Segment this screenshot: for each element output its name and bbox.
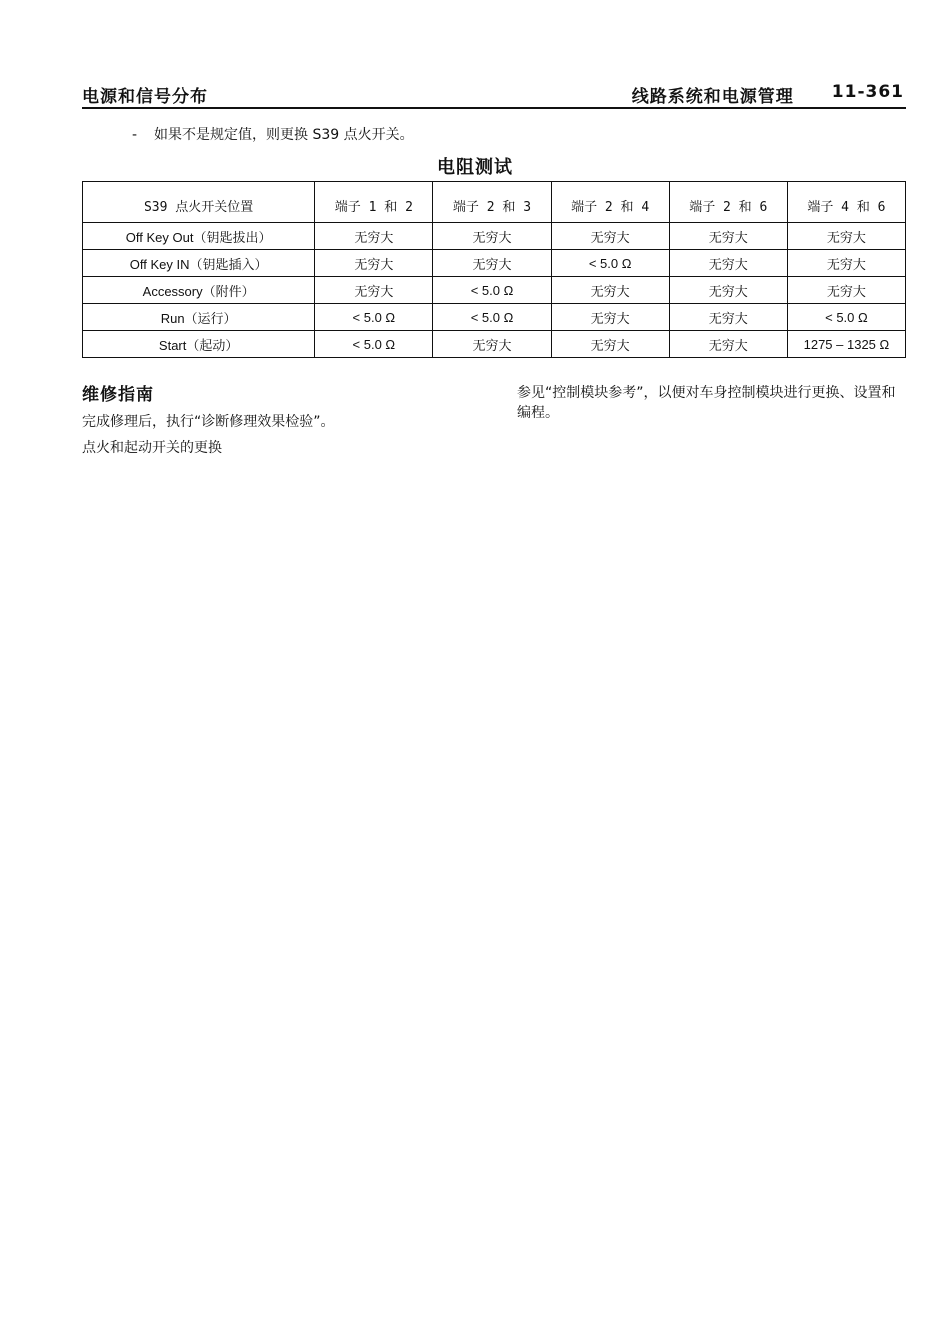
resistance-cell: 无穷大 — [551, 223, 669, 250]
resistance-cell: 无穷大 — [669, 250, 787, 277]
column-header: 端子 2 和 6 — [669, 182, 787, 223]
column-header: 端子 1 和 2 — [315, 182, 433, 223]
resistance-cell: 无穷大 — [669, 331, 787, 358]
resistance-cell: 无穷大 — [787, 277, 905, 304]
resistance-cell: 无穷大 — [433, 250, 551, 277]
switch-position-cell: Off Key IN（钥匙插入） — [83, 250, 315, 277]
switch-position-cell: Off Key Out（钥匙拔出） — [83, 223, 315, 250]
resistance-test-table — [82, 181, 906, 358]
resistance-cell: 无穷大 — [315, 277, 433, 304]
service-paragraph: 完成修理后，执行“诊断修理效果检验”。 — [82, 414, 335, 430]
note-text: 如果不是规定值，则更换 S39 点火开关。 — [154, 127, 414, 143]
resistance-cell: 无穷大 — [669, 223, 787, 250]
note-dash: - — [132, 127, 138, 143]
resistance-cell: < 5.0 Ω — [433, 304, 551, 331]
resistance-cell: < 5.0 Ω — [551, 250, 669, 277]
header-chapter-title: 线路系统和电源管理 — [631, 87, 794, 107]
switch-position-cell: Start（起动） — [83, 331, 315, 358]
page-number: 11-361 — [831, 82, 904, 102]
column-header: 端子 2 和 3 — [433, 182, 551, 223]
resistance-cell: 无穷大 — [551, 331, 669, 358]
resistance-cell: 无穷大 — [787, 223, 905, 250]
replacement-note — [132, 124, 414, 144]
column-header: 端子 4 和 6 — [787, 182, 905, 223]
resistance-cell: 无穷大 — [551, 304, 669, 331]
switch-position-cell: Accessory（附件） — [83, 277, 315, 304]
resistance-cell: 无穷大 — [315, 223, 433, 250]
table-row — [83, 277, 906, 304]
resistance-cell: < 5.0 Ω — [433, 277, 551, 304]
table-title: 电阻测试 — [437, 157, 513, 178]
resistance-cell: 无穷大 — [669, 304, 787, 331]
resistance-cell: 无穷大 — [433, 331, 551, 358]
header-divider — [82, 107, 906, 109]
replacement-subheading: 点火和起动开关的更换 — [82, 440, 222, 456]
header-right — [632, 82, 904, 107]
column-header: S39 点火开关位置 — [83, 182, 315, 223]
service-guide-heading: 维修指南 — [82, 385, 154, 405]
table-row — [83, 250, 906, 277]
resistance-cell: 无穷大 — [433, 223, 551, 250]
resistance-cell: < 5.0 Ω — [787, 304, 905, 331]
resistance-cell: < 5.0 Ω — [315, 331, 433, 358]
resistance-cell: 无穷大 — [787, 250, 905, 277]
table-row — [83, 304, 906, 331]
resistance-cell: 无穷大 — [551, 277, 669, 304]
resistance-cell: 1275 – 1325 Ω — [787, 331, 905, 358]
column-header: 端子 2 和 4 — [551, 182, 669, 223]
table-header-row — [83, 182, 906, 223]
resistance-cell: 无穷大 — [315, 250, 433, 277]
table-row — [83, 223, 906, 250]
resistance-cell: 无穷大 — [669, 277, 787, 304]
header-section-title: 电源和信号分布 — [82, 87, 208, 107]
resistance-cell: < 5.0 Ω — [315, 304, 433, 331]
control-module-reference-paragraph: 参见“控制模块参考”，以便对车身控制模块进行更换、设置和编程。 — [517, 385, 896, 421]
table-row — [83, 331, 906, 358]
switch-position-cell: Run（运行） — [83, 304, 315, 331]
